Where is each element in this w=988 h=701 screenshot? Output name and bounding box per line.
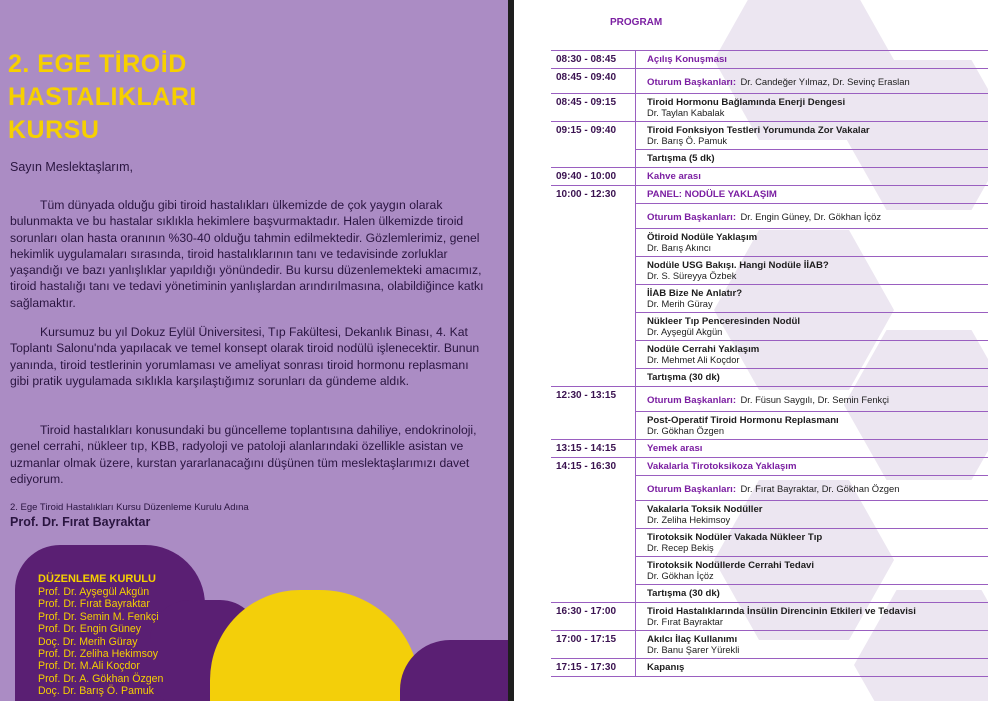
title-line-2: HASTALIKLARI xyxy=(8,83,197,111)
session-title: İİAB Bize Ne Anlatır? xyxy=(647,288,743,299)
speaker-name: Dr. Taylan Kabalak xyxy=(647,108,725,118)
session-time: 16:30 - 17:00 xyxy=(551,603,636,630)
session-time: 17:15 - 17:30 xyxy=(551,659,636,676)
course-title xyxy=(8,48,197,147)
session-item xyxy=(636,584,988,602)
decorative-shape-dark-3 xyxy=(400,640,508,701)
session-title: Vakalarla Toksik Nodüller xyxy=(647,504,763,515)
session-time: 09:15 - 09:40 xyxy=(551,122,636,167)
session-item xyxy=(636,122,988,149)
signature-name: Prof. Dr. Fırat Bayraktar xyxy=(10,515,151,529)
schedule-row xyxy=(551,93,988,121)
session-content xyxy=(636,168,988,185)
session-item xyxy=(636,440,988,457)
speaker-name: Dr. Merih Güray xyxy=(647,299,713,309)
chair-label: Oturum Başkanları: xyxy=(647,395,737,406)
session-title: Akılcı İlaç Kullanımı xyxy=(647,634,738,645)
program-schedule xyxy=(551,50,988,677)
session-title: Nükleer Tıp Penceresinden Nodül xyxy=(647,316,801,327)
session-title: Tartışma (30 dk) xyxy=(647,588,720,599)
session-title: Tirotoksik Nodüler Vakada Nükleer Tıp xyxy=(647,532,823,543)
committee-member: Prof. Dr. M.Ali Koçdor xyxy=(38,660,140,673)
session-time: 13:15 - 14:15 xyxy=(551,440,636,457)
schedule-row xyxy=(551,658,988,676)
session-title: PANEL: NODÜLE YAKLAŞIM xyxy=(647,189,777,200)
session-item xyxy=(636,368,988,386)
schedule-row xyxy=(551,457,988,602)
schedule-end-line xyxy=(551,676,988,677)
session-item xyxy=(636,659,988,676)
speaker-name: Dr. Zeliha Hekimsoy xyxy=(647,515,731,525)
session-item xyxy=(636,256,988,284)
speaker-name: Dr. Barış Ö. Pamuk xyxy=(647,136,728,146)
speaker-name: Dr. Recep Bekiş xyxy=(647,543,714,553)
speaker-name: Dr. Ayşegül Akgün xyxy=(647,327,723,337)
session-item xyxy=(636,340,988,368)
session-item xyxy=(636,475,988,500)
schedule-row xyxy=(551,439,988,457)
session-title: Kahve arası xyxy=(647,171,701,182)
session-item xyxy=(636,556,988,584)
chair-names: Dr. Fırat Bayraktar, Dr. Gökhan Özgen xyxy=(740,483,900,494)
paragraph-2: Kursumuz bu yıl Dokuz Eylül Üniversitesi, Tıp Fakültesi, Dekanlık Binası, 4. Kat Toplantı Salonu'nda yapılacak ve temel konsept olarak tiroid nodülü işlenecektir. Bunun yanında, tiroid testlerinin yorumlaması ve ameliyat sonrası tiroid hormonu replasmanı gibi pratik uygulamada sıklıkla karşılaştığımız sorunları da gündeme aldık. xyxy=(10,325,480,388)
session-item xyxy=(636,69,988,93)
session-item xyxy=(636,528,988,556)
session-content xyxy=(636,94,988,121)
session-item xyxy=(636,458,988,475)
schedule-row xyxy=(551,50,988,68)
session-time: 14:15 - 16:30 xyxy=(551,458,636,602)
session-time: 08:45 - 09:15 xyxy=(551,94,636,121)
chair-names: Dr. Candeğer Yılmaz, Dr. Sevinç Eraslan xyxy=(740,76,910,87)
schedule-row xyxy=(551,602,988,630)
session-time: 09:40 - 10:00 xyxy=(551,168,636,185)
committee-member: Doç. Dr. Merih Güray xyxy=(38,635,138,648)
committee-member: Prof. Dr. Semin M. Fenkçi xyxy=(38,610,159,623)
paragraph-3: Tiroid hastalıkları konusundaki bu güncelleme toplantısına dahiliye, endokrinoloji, genel cerrahi, nükleer tıp, KBB, radyoloji ve patoloji alanlarındaki özellikle asistan ve uzmanlar olmak üzere, kurstan yararlanacağını düşünen tüm meslektaşlarımızı davet ediyorum. xyxy=(10,423,477,486)
session-title: Nodüle USG Bakışı. Hangi Nodüle İİAB? xyxy=(647,260,829,271)
session-content xyxy=(636,659,988,676)
session-time: 12:30 - 13:15 xyxy=(551,387,636,439)
paragraph-1: Tüm dünyada olduğu gibi tiroid hastalıkları ülkemizde de çok yaygın olarak bulunmakta ve bu hastalar sıklıkla hekimlere başvurmaktadır. Halen ülkemizde tiroid sorunları olan hasta oranının %30-40 olduğu tahmin edilmektedir. Gözlemlerimiz, genel hekimlik uygulamaları sırasında, tiroid hastalıklarının tanı ve tedavisinde zorluklar yaşandığı ve bazı yanlışlıklar yapıldığı yönündedir. Bu kursu düzenlemekteki amacımız, tiroid hastalığı tanı ve tedavi yönetiminin yanlışlardan arındırılmasına, olabildiğince katkı sağlamaktır. xyxy=(10,198,484,310)
session-item xyxy=(636,168,988,185)
organizing-committee xyxy=(38,572,163,698)
committee-member: Prof. Dr. Engin Güney xyxy=(38,623,142,636)
session-title: Post-Operatif Tiroid Hormonu Replasmanı xyxy=(647,415,839,426)
committee-member: Prof. Dr. Zeliha Hekimsoy xyxy=(38,648,159,661)
session-item xyxy=(636,312,988,340)
session-content xyxy=(636,458,988,602)
session-item xyxy=(636,284,988,312)
session-content xyxy=(636,440,988,457)
session-title: Tiroid Fonksiyon Testleri Yorumunda Zor Vakalar xyxy=(647,125,870,136)
schedule-row xyxy=(551,630,988,658)
chair-label: Oturum Başkanları: xyxy=(647,212,737,223)
session-title: Tiroid Hormonu Bağlamında Enerji Dengesi xyxy=(647,97,846,108)
session-item xyxy=(636,603,988,630)
session-content xyxy=(636,631,988,658)
session-content xyxy=(636,387,988,439)
speaker-name: Dr. Mehmet Ali Koçdor xyxy=(647,355,740,365)
session-item xyxy=(636,51,988,68)
session-item xyxy=(636,631,988,658)
committee-list xyxy=(38,586,163,698)
session-time: 17:00 - 17:15 xyxy=(551,631,636,658)
schedule-row xyxy=(551,68,988,93)
schedule-row xyxy=(551,167,988,185)
speaker-name: Dr. Gökhan Özgen xyxy=(647,426,724,436)
session-content xyxy=(636,186,988,386)
session-title: Açılış Konuşması xyxy=(647,54,727,65)
session-title: Yemek arası xyxy=(647,443,703,454)
session-item xyxy=(636,411,988,439)
session-title: Tartışma (5 dk) xyxy=(647,153,715,164)
schedule-row xyxy=(551,386,988,439)
committee-member: Doç. Dr. Barış Ö. Pamuk xyxy=(38,685,154,698)
committee-member: Prof. Dr. Fırat Bayraktar xyxy=(38,598,150,611)
chair-names: Dr. Füsun Saygılı, Dr. Semin Fenkçi xyxy=(740,394,889,405)
committee-member: Prof. Dr. Ayşegül Akgün xyxy=(38,586,150,598)
speaker-name: Dr. S. Süreyya Özbek xyxy=(647,271,737,281)
session-title: Tiroid Hastalıklarında İnsülin Direncinin Etkileri ve Tedavisi xyxy=(647,606,916,617)
chair-names: Dr. Engin Güney, Dr. Gökhan İçöz xyxy=(740,211,882,222)
session-title: Ötiroid Nodüle Yaklaşım xyxy=(647,232,758,243)
title-line-3: KURSU xyxy=(8,116,100,144)
session-item xyxy=(636,387,988,411)
session-title: Nodüle Cerrahi Yaklaşım xyxy=(647,344,760,355)
session-content xyxy=(636,51,988,68)
signature-line: 2. Ege Tiroid Hastalıkları Kursu Düzenleme Kurulu Adına xyxy=(10,502,249,513)
session-title: Kapanış xyxy=(647,662,685,673)
session-item xyxy=(636,203,988,228)
right-page xyxy=(514,0,988,701)
session-time: 10:00 - 12:30 xyxy=(551,186,636,386)
chair-label: Oturum Başkanları: xyxy=(647,77,737,88)
session-title: Tirotoksik Nodüllerde Cerrahi Tedavi xyxy=(647,560,815,571)
committee-member: Prof. Dr. A. Gökhan Özgen xyxy=(38,672,164,685)
session-item xyxy=(636,228,988,256)
session-title: Tartışma (30 dk) xyxy=(647,372,720,383)
title-line-1: 2. EGE TİROİD xyxy=(8,50,187,78)
session-content xyxy=(636,122,988,167)
chair-label: Oturum Başkanları: xyxy=(647,484,737,495)
speaker-name: Dr. Gökhan İçöz xyxy=(647,571,714,581)
session-item xyxy=(636,500,988,528)
program-title: PROGRAM xyxy=(610,17,663,28)
session-time: 08:45 - 09:40 xyxy=(551,69,636,93)
speaker-name: Dr. Banu Şarer Yürekli xyxy=(647,645,740,655)
speaker-name: Dr. Fırat Bayraktar xyxy=(647,617,723,627)
committee-title: DÜZENLEME KURULU xyxy=(38,573,156,585)
speaker-name: Dr. Barış Akıncı xyxy=(647,243,712,253)
session-title: Vakalarla Tirotoksikoza Yaklaşım xyxy=(647,461,797,472)
schedule-row xyxy=(551,185,988,386)
session-item xyxy=(636,186,988,203)
session-item xyxy=(636,94,988,121)
schedule-row xyxy=(551,121,988,167)
session-time: 08:30 - 08:45 xyxy=(551,51,636,68)
session-content xyxy=(636,603,988,630)
session-content xyxy=(636,69,988,93)
salutation: Sayın Meslektaşlarım, xyxy=(10,160,133,174)
session-item xyxy=(636,149,988,167)
